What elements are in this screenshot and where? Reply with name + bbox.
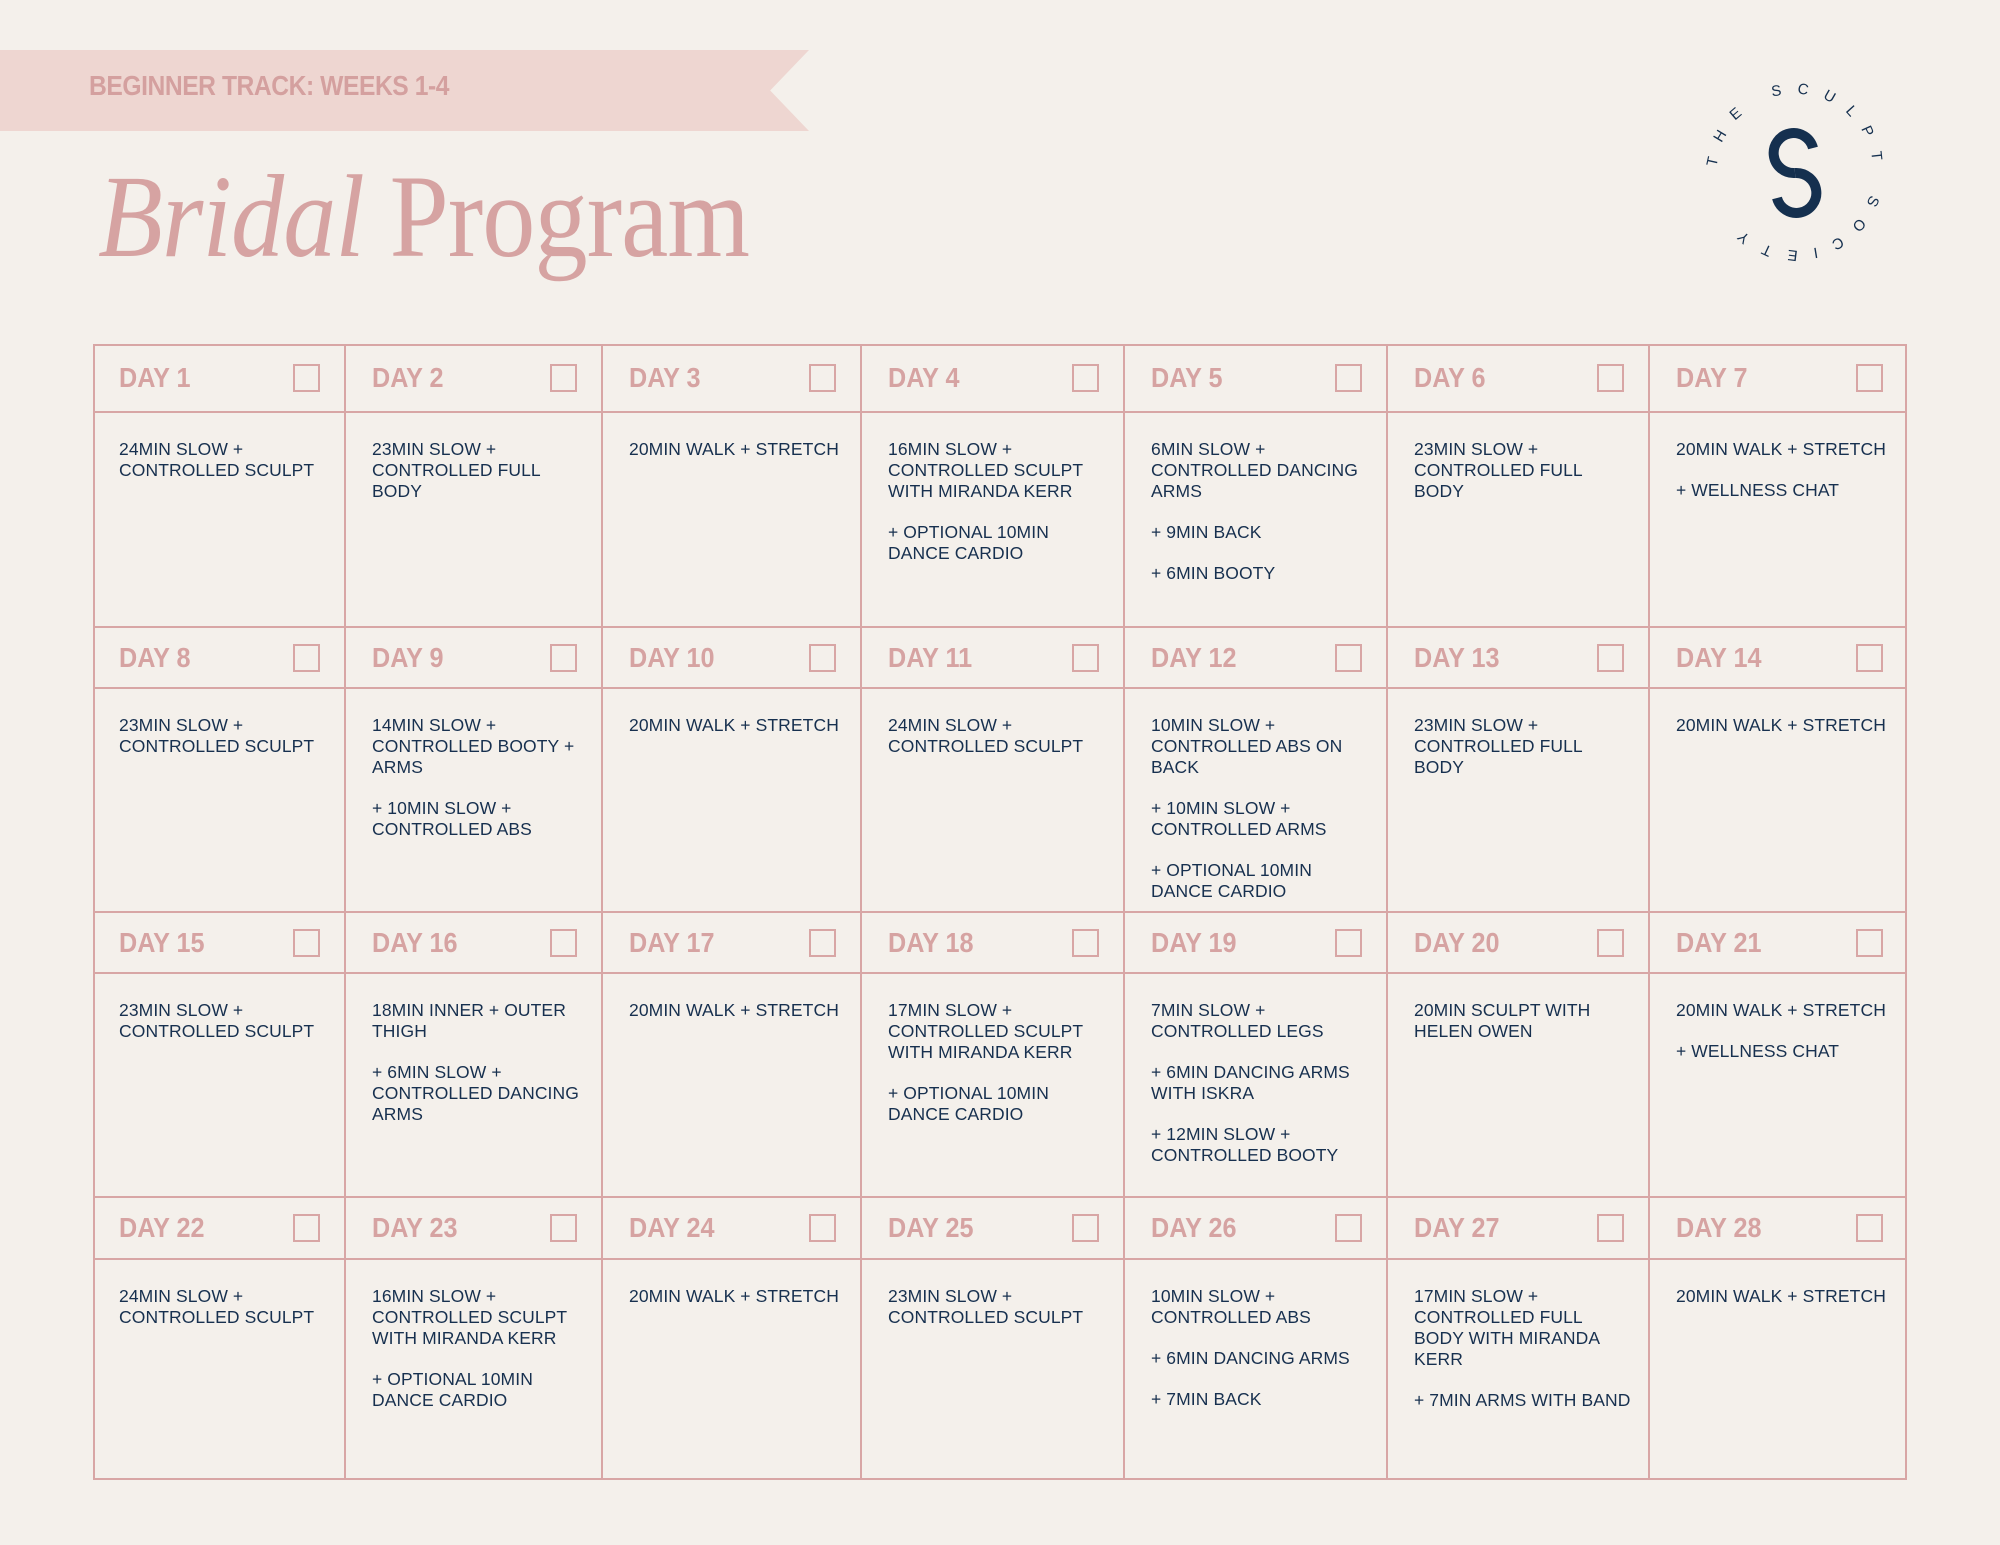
day-complete-checkbox[interactable] xyxy=(1856,644,1883,672)
day-header xyxy=(1125,913,1388,974)
workout-list xyxy=(119,1286,330,1348)
workout-list xyxy=(888,715,1109,777)
day-header xyxy=(603,1198,862,1260)
day-workout-cell xyxy=(1125,413,1388,628)
workout-list xyxy=(119,715,330,777)
workout-item: 24MIN SLOW + CONTROLLED SCULPT xyxy=(888,715,1084,756)
day-workout-cell xyxy=(603,689,862,913)
workout-item: 23MIN SLOW + CONTROLLED SCULPT xyxy=(119,715,315,756)
workout-item: + OPTIONAL 10MIN DANCE CARDIO xyxy=(888,522,1049,563)
day-complete-checkbox[interactable] xyxy=(293,644,320,672)
sculpt-society-logo xyxy=(1700,72,1890,272)
day-label: DAY 16 xyxy=(372,926,458,958)
workout-item: 23MIN SLOW + CONTROLLED SCULPT xyxy=(119,1000,315,1041)
day-header xyxy=(862,913,1125,974)
workout-item: + OPTIONAL 10MIN DANCE CARDIO xyxy=(888,1083,1049,1124)
day-workout-cell xyxy=(1388,974,1650,1198)
workout-list xyxy=(629,1000,846,1041)
workout-item: 24MIN SLOW + CONTROLLED SCULPT xyxy=(119,439,315,480)
day-label: DAY 3 xyxy=(629,361,701,393)
workout-item: 20MIN WALK + STRETCH xyxy=(1676,1286,1886,1306)
day-complete-checkbox[interactable] xyxy=(1335,929,1362,957)
day-workout-cell xyxy=(1125,1260,1388,1480)
day-complete-checkbox[interactable] xyxy=(293,929,320,957)
day-complete-checkbox[interactable] xyxy=(293,1214,320,1242)
workout-item: 16MIN SLOW + CONTROLLED SCULPT WITH MIRANDA KERR xyxy=(888,439,1083,501)
workout-item: 23MIN SLOW + CONTROLLED FULL BODY xyxy=(1414,439,1583,501)
workout-list xyxy=(372,1000,587,1145)
page-title-regular: Program xyxy=(389,151,750,282)
workout-list xyxy=(1151,715,1372,922)
day-label: DAY 5 xyxy=(1151,361,1223,393)
day-header xyxy=(862,1198,1125,1260)
day-complete-checkbox[interactable] xyxy=(1856,1214,1883,1242)
day-header xyxy=(1388,1198,1650,1260)
workout-item: 6MIN SLOW + CONTROLLED DANCING ARMS xyxy=(1151,439,1358,501)
workout-list xyxy=(1414,1000,1634,1062)
day-header xyxy=(1125,628,1388,689)
workout-item: 20MIN WALK + STRETCH xyxy=(629,715,839,735)
workout-item: + WELLNESS CHAT xyxy=(1676,480,1840,500)
day-complete-checkbox[interactable] xyxy=(1856,364,1883,392)
workout-list xyxy=(1414,439,1634,522)
day-complete-checkbox[interactable] xyxy=(809,929,836,957)
workout-list xyxy=(1151,1000,1372,1186)
workout-item: + 10MIN SLOW + CONTROLLED ARMS xyxy=(1151,798,1327,839)
day-label: DAY 8 xyxy=(119,641,191,673)
day-workout-cell xyxy=(1650,413,1907,628)
day-workout-cell xyxy=(603,413,862,628)
day-complete-checkbox[interactable] xyxy=(1335,644,1362,672)
day-label: DAY 17 xyxy=(629,926,715,958)
day-label: DAY 12 xyxy=(1151,641,1237,673)
workout-list xyxy=(1676,1286,1893,1327)
workout-item: + 7MIN BACK xyxy=(1151,1389,1262,1409)
day-label: DAY 18 xyxy=(888,926,974,958)
day-header xyxy=(1650,1198,1907,1260)
day-workout-cell xyxy=(1650,974,1907,1198)
day-complete-checkbox[interactable] xyxy=(1072,364,1099,392)
day-label: DAY 19 xyxy=(1151,926,1237,958)
day-label: DAY 23 xyxy=(372,1212,458,1243)
day-workout-cell xyxy=(603,1260,862,1480)
day-complete-checkbox[interactable] xyxy=(550,364,577,392)
day-header xyxy=(93,628,346,689)
day-complete-checkbox[interactable] xyxy=(1856,929,1883,957)
day-workout-cell xyxy=(93,1260,346,1480)
day-header xyxy=(603,913,862,974)
day-complete-checkbox[interactable] xyxy=(550,929,577,957)
day-workout-cell xyxy=(346,689,603,913)
workout-item: 17MIN SLOW + CONTROLLED SCULPT WITH MIRANDA KERR xyxy=(888,1000,1083,1062)
day-complete-checkbox[interactable] xyxy=(550,644,577,672)
day-header xyxy=(1125,344,1388,413)
day-complete-checkbox[interactable] xyxy=(1072,1214,1099,1242)
workout-list xyxy=(888,1286,1109,1348)
workout-item: 7MIN SLOW + CONTROLLED LEGS xyxy=(1151,1000,1324,1041)
workout-list xyxy=(629,715,846,756)
workout-item: 10MIN SLOW + CONTROLLED ABS xyxy=(1151,1286,1311,1327)
workout-list xyxy=(1151,1286,1372,1430)
day-label: DAY 14 xyxy=(1676,641,1762,673)
day-label: DAY 22 xyxy=(119,1212,205,1243)
day-header xyxy=(1388,913,1650,974)
day-header xyxy=(603,344,862,413)
day-workout-cell xyxy=(862,974,1125,1198)
day-label: DAY 27 xyxy=(1414,1212,1500,1243)
workout-list xyxy=(372,1286,587,1431)
workout-item: 10MIN SLOW + CONTROLLED ABS ON BACK xyxy=(1151,715,1343,777)
workout-list xyxy=(629,1286,846,1327)
program-calendar-grid xyxy=(93,344,1907,1480)
day-complete-checkbox[interactable] xyxy=(293,364,320,392)
track-label: BEGINNER TRACK: WEEKS 1-4 xyxy=(89,70,450,101)
workout-item: + 6MIN DANCING ARMS xyxy=(1151,1348,1350,1368)
day-workout-cell xyxy=(346,413,603,628)
day-complete-checkbox[interactable] xyxy=(1597,364,1624,392)
day-label: DAY 4 xyxy=(888,361,960,393)
day-workout-cell xyxy=(862,413,1125,628)
day-header xyxy=(1125,1198,1388,1260)
day-workout-cell xyxy=(1388,413,1650,628)
page-title xyxy=(98,151,750,282)
workout-list xyxy=(1151,439,1372,604)
workout-item: 23MIN SLOW + CONTROLLED FULL BODY xyxy=(372,439,541,501)
day-workout-cell xyxy=(93,974,346,1198)
page-title-italic: Bridal xyxy=(98,151,365,282)
day-header xyxy=(93,344,346,413)
workout-item: 20MIN WALK + STRETCH xyxy=(1676,439,1886,459)
day-label: DAY 25 xyxy=(888,1212,974,1243)
day-workout-cell xyxy=(1388,689,1650,913)
workout-list xyxy=(1414,1286,1634,1431)
day-complete-checkbox[interactable] xyxy=(1597,1214,1624,1242)
day-header xyxy=(346,913,603,974)
workout-item: + 6MIN BOOTY xyxy=(1151,563,1276,583)
day-label: DAY 7 xyxy=(1676,361,1748,393)
day-header xyxy=(1650,344,1907,413)
day-label: DAY 20 xyxy=(1414,926,1500,958)
workout-list xyxy=(119,439,330,501)
day-label: DAY 15 xyxy=(119,926,205,958)
workout-list xyxy=(372,439,587,522)
day-workout-cell xyxy=(93,413,346,628)
day-label: DAY 24 xyxy=(629,1212,715,1243)
day-header xyxy=(862,344,1125,413)
day-header xyxy=(346,628,603,689)
day-complete-checkbox[interactable] xyxy=(1597,644,1624,672)
workout-list xyxy=(888,439,1109,584)
day-label: DAY 13 xyxy=(1414,641,1500,673)
day-complete-checkbox[interactable] xyxy=(809,364,836,392)
workout-item: 14MIN SLOW + CONTROLLED BOOTY + ARMS xyxy=(372,715,575,777)
day-complete-checkbox[interactable] xyxy=(1335,364,1362,392)
workout-item: 20MIN SCULPT WITH HELEN OWEN xyxy=(1414,1000,1591,1041)
workout-item: 20MIN WALK + STRETCH xyxy=(629,1286,839,1306)
day-workout-cell xyxy=(346,974,603,1198)
workout-list xyxy=(629,439,846,480)
day-workout-cell xyxy=(1125,689,1388,913)
day-label: DAY 26 xyxy=(1151,1212,1237,1243)
workout-item: + OPTIONAL 10MIN DANCE CARDIO xyxy=(1151,860,1312,901)
workout-item: 20MIN WALK + STRETCH xyxy=(629,1000,839,1020)
day-label: DAY 11 xyxy=(888,641,973,673)
day-header xyxy=(93,1198,346,1260)
day-complete-checkbox[interactable] xyxy=(809,1214,836,1242)
day-header xyxy=(603,628,862,689)
workout-list xyxy=(1414,715,1634,798)
workout-list xyxy=(372,715,587,860)
workout-item: 20MIN WALK + STRETCH xyxy=(1676,1000,1886,1020)
day-complete-checkbox[interactable] xyxy=(1597,929,1624,957)
workout-item: 24MIN SLOW + CONTROLLED SCULPT xyxy=(119,1286,315,1327)
day-workout-cell xyxy=(1650,1260,1907,1480)
day-header xyxy=(862,628,1125,689)
workout-item: 20MIN WALK + STRETCH xyxy=(629,439,839,459)
workout-item: 17MIN SLOW + CONTROLLED FULL BODY WITH MIRANDA KERR xyxy=(1414,1286,1600,1369)
workout-item: + 10MIN SLOW + CONTROLLED ABS xyxy=(372,798,532,839)
workout-item: 23MIN SLOW + CONTROLLED SCULPT xyxy=(888,1286,1084,1327)
day-label: DAY 10 xyxy=(629,641,715,673)
workout-item: + 12MIN SLOW + CONTROLLED BOOTY xyxy=(1151,1124,1339,1165)
day-header xyxy=(93,913,346,974)
workout-list xyxy=(1676,1000,1893,1082)
workout-item: + 6MIN SLOW + CONTROLLED DANCING ARMS xyxy=(372,1062,579,1124)
workout-item: + WELLNESS CHAT xyxy=(1676,1041,1840,1061)
workout-item: + 9MIN BACK xyxy=(1151,522,1262,542)
day-complete-checkbox[interactable] xyxy=(809,644,836,672)
day-label: DAY 2 xyxy=(372,361,444,393)
day-workout-cell xyxy=(862,1260,1125,1480)
day-workout-cell xyxy=(93,689,346,913)
workout-list xyxy=(1676,439,1893,521)
day-workout-cell xyxy=(1125,974,1388,1198)
day-workout-cell xyxy=(346,1260,603,1480)
day-label: DAY 28 xyxy=(1676,1212,1762,1243)
day-label: DAY 9 xyxy=(372,641,444,673)
day-label: DAY 6 xyxy=(1414,361,1486,393)
day-header xyxy=(1388,628,1650,689)
workout-item: + OPTIONAL 10MIN DANCE CARDIO xyxy=(372,1369,533,1410)
day-header xyxy=(1650,913,1907,974)
workout-item: 16MIN SLOW + CONTROLLED SCULPT WITH MIRANDA KERR xyxy=(372,1286,567,1348)
svg-text:THE SCULPT SOCIETY: THE SCULPT SOCIETY xyxy=(1703,80,1887,264)
workout-list xyxy=(1676,715,1893,756)
day-header xyxy=(1650,628,1907,689)
workout-item: 20MIN WALK + STRETCH xyxy=(1676,715,1886,735)
workout-list xyxy=(119,1000,330,1062)
workout-item: 23MIN SLOW + CONTROLLED FULL BODY xyxy=(1414,715,1583,777)
day-complete-checkbox[interactable] xyxy=(1072,929,1099,957)
day-workout-cell xyxy=(1650,689,1907,913)
day-complete-checkbox[interactable] xyxy=(550,1214,577,1242)
workout-item: + 7MIN ARMS WITH BAND xyxy=(1414,1390,1631,1410)
day-complete-checkbox[interactable] xyxy=(1335,1214,1362,1242)
workout-item: 18MIN INNER + OUTER THIGH xyxy=(372,1000,566,1041)
day-complete-checkbox[interactable] xyxy=(1072,644,1099,672)
logo-monogram-icon xyxy=(1700,72,1890,272)
day-workout-cell xyxy=(1388,1260,1650,1480)
day-header xyxy=(1388,344,1650,413)
day-workout-cell xyxy=(862,689,1125,913)
day-header xyxy=(346,344,603,413)
day-workout-cell xyxy=(603,974,862,1198)
workout-list xyxy=(888,1000,1109,1145)
workout-item: + 6MIN DANCING ARMS WITH ISKRA xyxy=(1151,1062,1350,1103)
day-label: DAY 1 xyxy=(119,361,191,393)
day-header xyxy=(346,1198,603,1260)
day-label: DAY 21 xyxy=(1676,926,1762,958)
